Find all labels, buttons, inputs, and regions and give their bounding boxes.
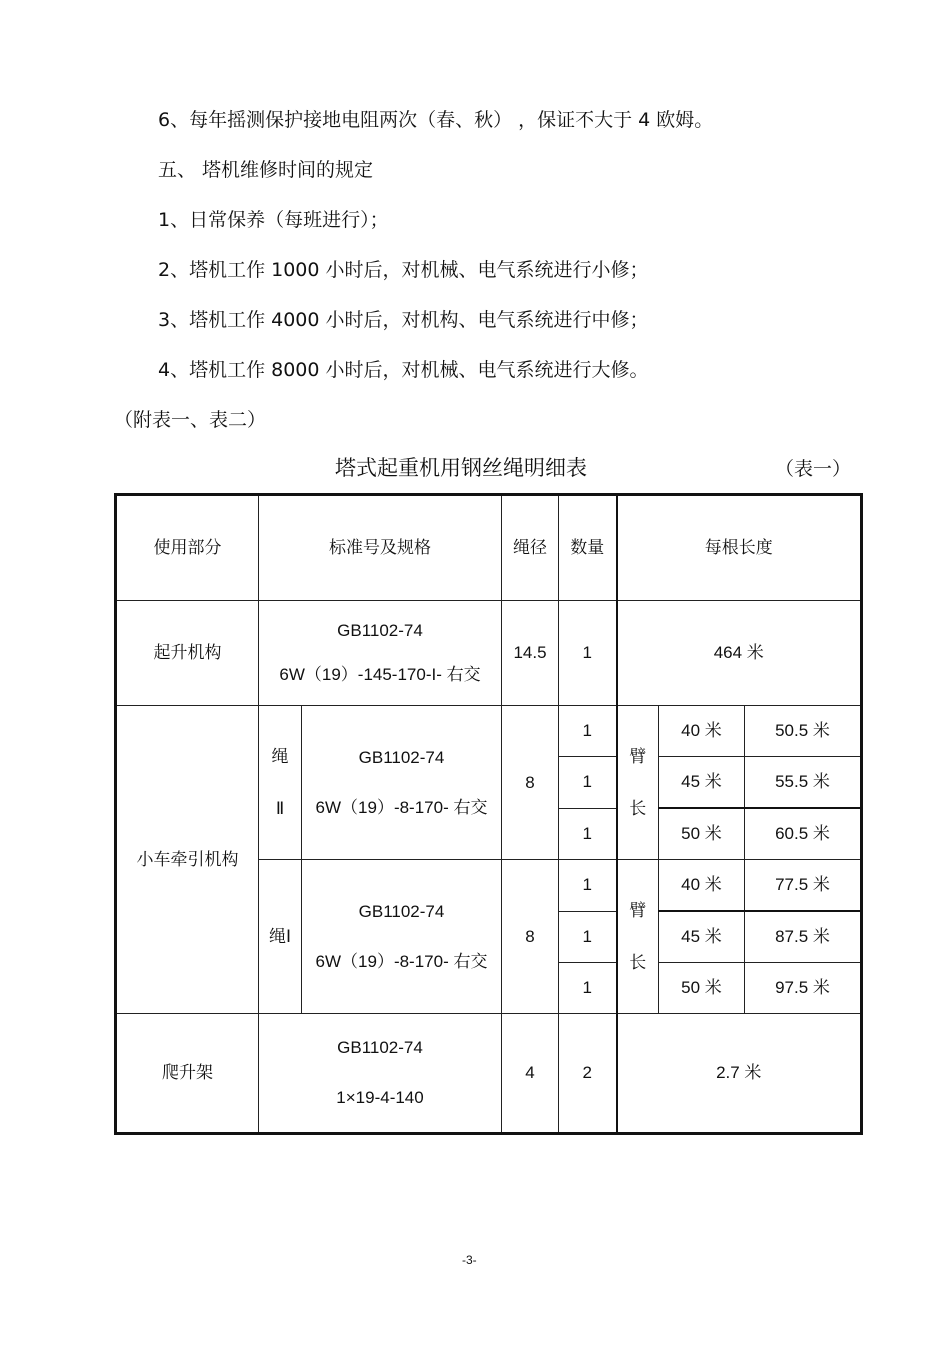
- rope2-diameter: 8: [502, 706, 559, 860]
- header-length: 每根长度: [617, 495, 862, 601]
- climb-qty: 2: [559, 1014, 617, 1134]
- climb-length: 2.7 米: [617, 1014, 862, 1134]
- rope2-qty: 1: [559, 706, 617, 757]
- rope2-qty: 1: [559, 808, 617, 860]
- rope1-std: GB1102-74: [358, 901, 445, 921]
- hoist-spec-detail: 6W（19）-145-170-I- 右交: [279, 665, 481, 684]
- paragraph-item-1: 1、日常保养（每班进行）；: [158, 209, 389, 231]
- hoist-spec: [259, 601, 502, 706]
- rope2-name-bottom: Ⅱ: [275, 798, 285, 818]
- section-heading-maintenance: 五、 塔机维修时间的规定: [158, 159, 374, 181]
- rope1-spec: [302, 860, 502, 1014]
- header-spec: 标准号及规格: [259, 495, 502, 601]
- rope1-arm: 45 米: [659, 911, 745, 963]
- arm-label-bottom: 长: [629, 952, 647, 972]
- arm-label-top: 臂: [629, 746, 647, 766]
- rope2-length: 60.5 米: [745, 808, 862, 860]
- table-tag: （表一）: [775, 458, 852, 480]
- hoist-qty: 1: [559, 601, 617, 706]
- rope1-arm: 40 米: [659, 860, 745, 912]
- paragraph-item-6: 6、每年摇测保护接地电阻两次（春、秋） ，保证不大于 4 欧姆。: [158, 109, 714, 131]
- rope2-length: 50.5 米: [745, 706, 862, 757]
- rope1-arm: 50 米: [659, 963, 745, 1014]
- rope1-spec-detail: 6W（19）-8-170- 右交: [315, 951, 488, 971]
- table-row: [116, 1014, 862, 1134]
- trolley-part: 小车牵引机构: [116, 706, 259, 1014]
- rope1-arm-label: [617, 860, 659, 1014]
- rope1-qty: 1: [559, 963, 617, 1014]
- climb-spec: [259, 1014, 502, 1134]
- header-diameter: 绳径: [502, 495, 559, 601]
- table-header-row: [116, 495, 862, 601]
- wire-rope-table: [114, 493, 863, 1135]
- header-part: 使用部分: [116, 495, 259, 601]
- paragraph-item-4: 4、塔机工作 8000 小时后，对机械、电气系统进行大修。: [158, 359, 649, 381]
- table-row: [116, 706, 862, 757]
- rope1-length: 87.5 米: [745, 911, 862, 963]
- rope2-name-top: 绳: [271, 746, 289, 766]
- rope1-length: 77.5 米: [745, 860, 862, 912]
- climb-part: 爬升架: [116, 1014, 259, 1134]
- hoist-length: 464 米: [617, 601, 862, 706]
- page-number: -3-: [462, 1253, 477, 1267]
- paragraph-item-2: 2、塔机工作 1000 小时后，对机械、电气系统进行小修；: [158, 259, 649, 281]
- paragraph-item-3: 3、塔机工作 4000 小时后，对机构、电气系统进行中修；: [158, 309, 649, 331]
- climb-spec-detail: 1×19-4-140: [336, 1088, 424, 1107]
- rope2-arm: 45 米: [659, 757, 745, 809]
- rope2-name: [259, 706, 302, 860]
- rope1-qty: 1: [559, 911, 617, 963]
- rope2-spec-detail: 6W（19）-8-170- 右交: [315, 797, 488, 817]
- rope1-diameter: 8: [502, 860, 559, 1014]
- hoist-part: 起升机构: [116, 601, 259, 706]
- rope2-arm: 50 米: [659, 808, 745, 860]
- rope2-spec: [302, 706, 502, 860]
- rope2-arm-label: [617, 706, 659, 860]
- climb-diameter: 4: [502, 1014, 559, 1134]
- rope1-qty: 1: [559, 860, 617, 912]
- table-row: [116, 601, 862, 706]
- rope1-length: 97.5 米: [745, 963, 862, 1014]
- rope2-qty: 1: [559, 757, 617, 809]
- arm-label-bottom: 长: [629, 798, 647, 818]
- rope1-name: 绳Ⅰ: [259, 860, 302, 1014]
- hoist-diameter: 14.5: [502, 601, 559, 706]
- appendix-note: （附表一、表二）: [114, 409, 267, 431]
- rope2-std: GB1102-74: [358, 747, 445, 767]
- header-qty: 数量: [559, 495, 617, 601]
- hoist-std: GB1102-74: [337, 621, 423, 640]
- rope2-arm: 40 米: [659, 706, 745, 757]
- climb-std: GB1102-74: [337, 1038, 423, 1057]
- table-title: 塔式起重机用钢丝绳明细表: [335, 456, 587, 480]
- rope2-length: 55.5 米: [745, 757, 862, 809]
- arm-label-top: 臂: [629, 900, 647, 920]
